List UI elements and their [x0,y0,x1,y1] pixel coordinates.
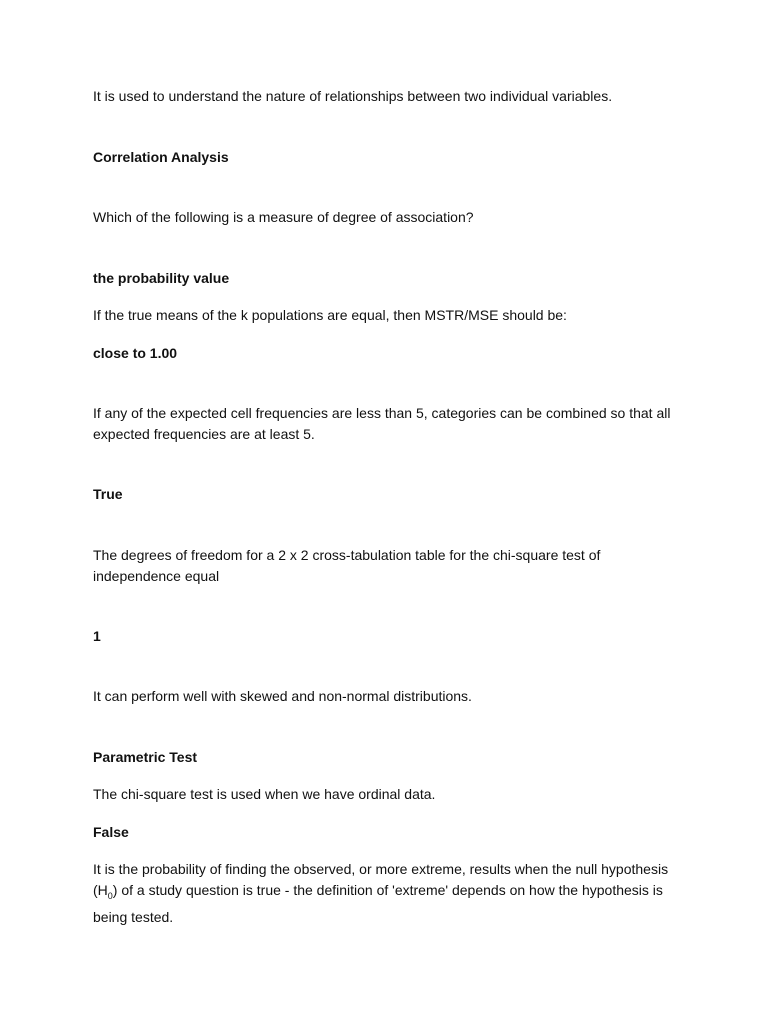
question-text-part: It is the probability of finding the observed, or more extreme, results when the null hypothesis (H [93,861,669,898]
answer-text: Correlation Analysis [93,149,229,165]
question-text: If the true means of the k populations are equal, then MSTR/MSE should be: [93,307,567,323]
question-text: If any of the expected cell frequencies are less than 5, categories can be combined so that all expected frequencies are at least 5. [93,405,671,442]
answer-text: 1 [93,628,101,644]
subscript-zero: 0 [107,890,113,901]
question-text-part: ) of a study question is true - the definition of 'extreme' depends on how the hypothesis is being tested. [93,882,663,925]
question-text: It can perform well with skewed and non-normal distributions. [93,688,472,704]
answer-text: Parametric Test [93,749,198,765]
question-text: Which of the following is a measure of degree of association? [93,209,474,225]
question-text: The chi-square test is used when we have ordinal data. [93,786,436,802]
question-text: The degrees of freedom for a 2 x 2 cross-tabulation table for the chi-square test of independence equal [93,547,601,584]
question-text: It is used to understand the nature of relationships between two individual variables. [93,88,613,104]
answer-text: the probability value [93,270,230,286]
answer-text: False [93,824,129,840]
answer-text: close to 1.00 [93,345,178,361]
question-text [93,859,673,928]
answer-text: True [93,486,123,502]
